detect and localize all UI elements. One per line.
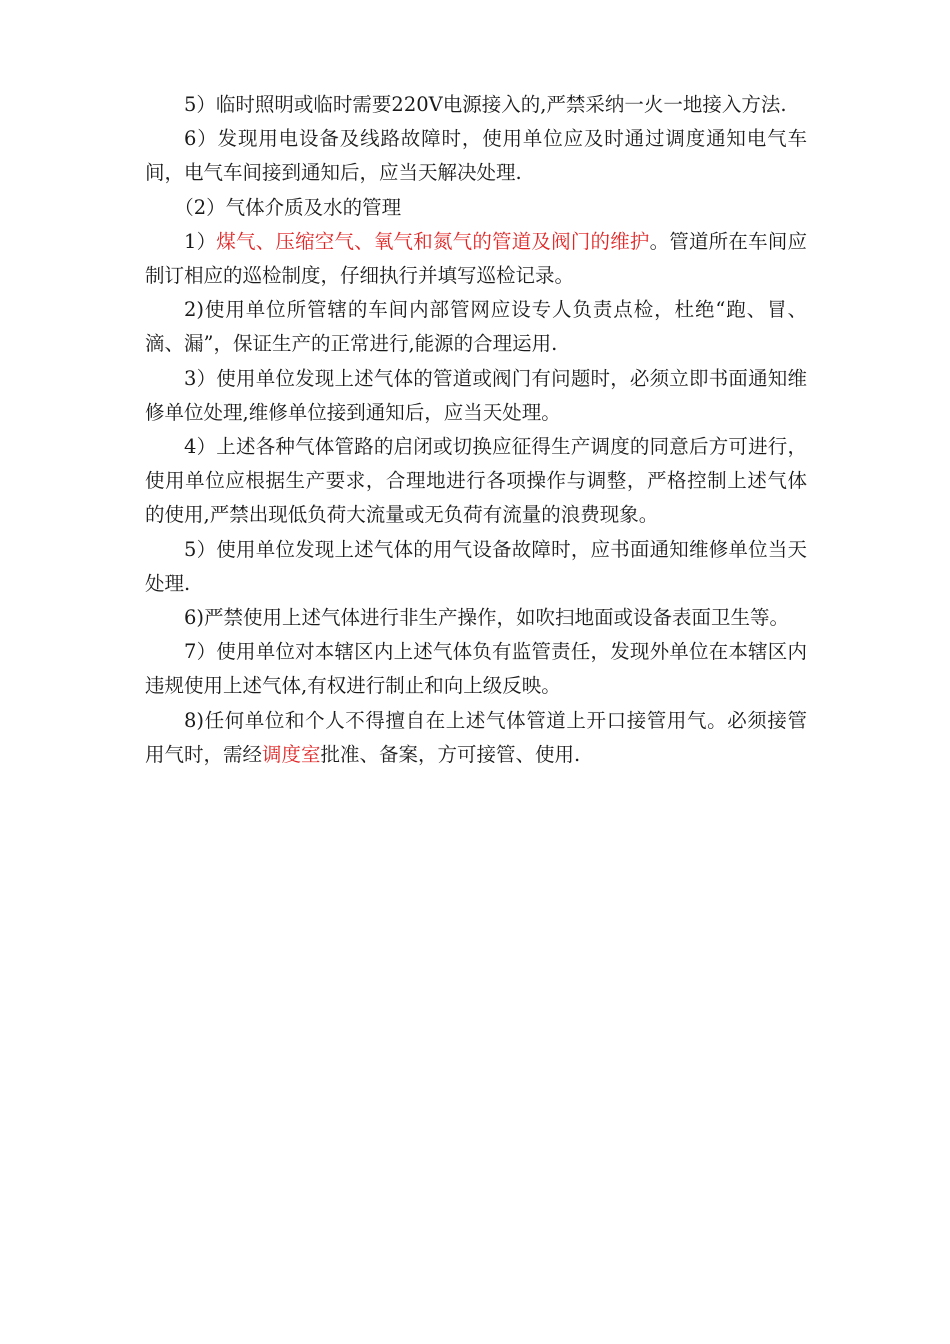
highlighted-text: 调度室 (262, 742, 321, 766)
paragraph-suffix: 批准、备案，方可接管、使用. (320, 742, 581, 766)
paragraph-5-temporary-lighting: 5）临时照明或临时需要220V电源接入的,严禁采纳一火一地接入方法. (184, 93, 787, 116)
paragraph-7-supervision: 7）使用单位对本辖区内上述气体负有监管责任，发现外单位在本辖区内违规使用上述气体,有权进行制止和向上级反映。 (145, 640, 807, 698)
paragraph-4-switching-control: 4）上述各种气体管路的启闭或切换应征得生产调度的同意后方可进行，使用单位应根据生产要求，合理地进行各项操作与调整，严格控制上述气体的使用,严禁出现低负荷大流量或无负荷有流量的浪费现象。 (145, 435, 807, 527)
paragraph-prefix: 1） (184, 229, 217, 253)
highlighted-text: 煤气、压缩空气、氧气和氮气的管道及阀门的维护 (216, 229, 650, 253)
paragraph-1-pipeline-maintenance (145, 225, 807, 293)
paragraph-3-notify-maintenance: 3）使用单位发现上述气体的管道或阀门有问题时，必须立即书面通知维修单位处理,维修单位接到通知后，应当天处理。 (145, 366, 807, 424)
section-heading-gas-water: （2）气体介质及水的管理 (174, 195, 402, 219)
paragraph-8-tapping-approval (145, 704, 807, 772)
paragraph-6-non-production-use: 6)严禁使用上述气体进行非生产操作，如吹扫地面或设备表面卫生等。 (184, 606, 790, 630)
paragraph-prefix: 8)任何单位和个人不得擅自在上述气体管道上开口接管用气。必须接管用气时，需经 (145, 708, 807, 766)
paragraph-6-equipment-fault: 6）发现用电设备及线路故障时，使用单位应及时通过调度通知电气车间，电气车间接到通知后，应当天解决处理. (145, 127, 807, 185)
paragraph-5-gas-equipment-fault: 5）使用单位发现上述气体的用气设备故障时，应书面通知维修单位当天处理. (145, 537, 807, 595)
document-body (145, 88, 807, 772)
paragraph-suffix: 。管道所在车间应制订相应的巡检制度，仔细执行并填写巡检记录。 (145, 229, 807, 288)
paragraph-2-inspection: 2)使用单位所管辖的车间内部管网应设专人负责点检，杜绝“跑、冒、滴、漏”，保证生产的正常进行,能源的合理运用. (145, 298, 807, 356)
